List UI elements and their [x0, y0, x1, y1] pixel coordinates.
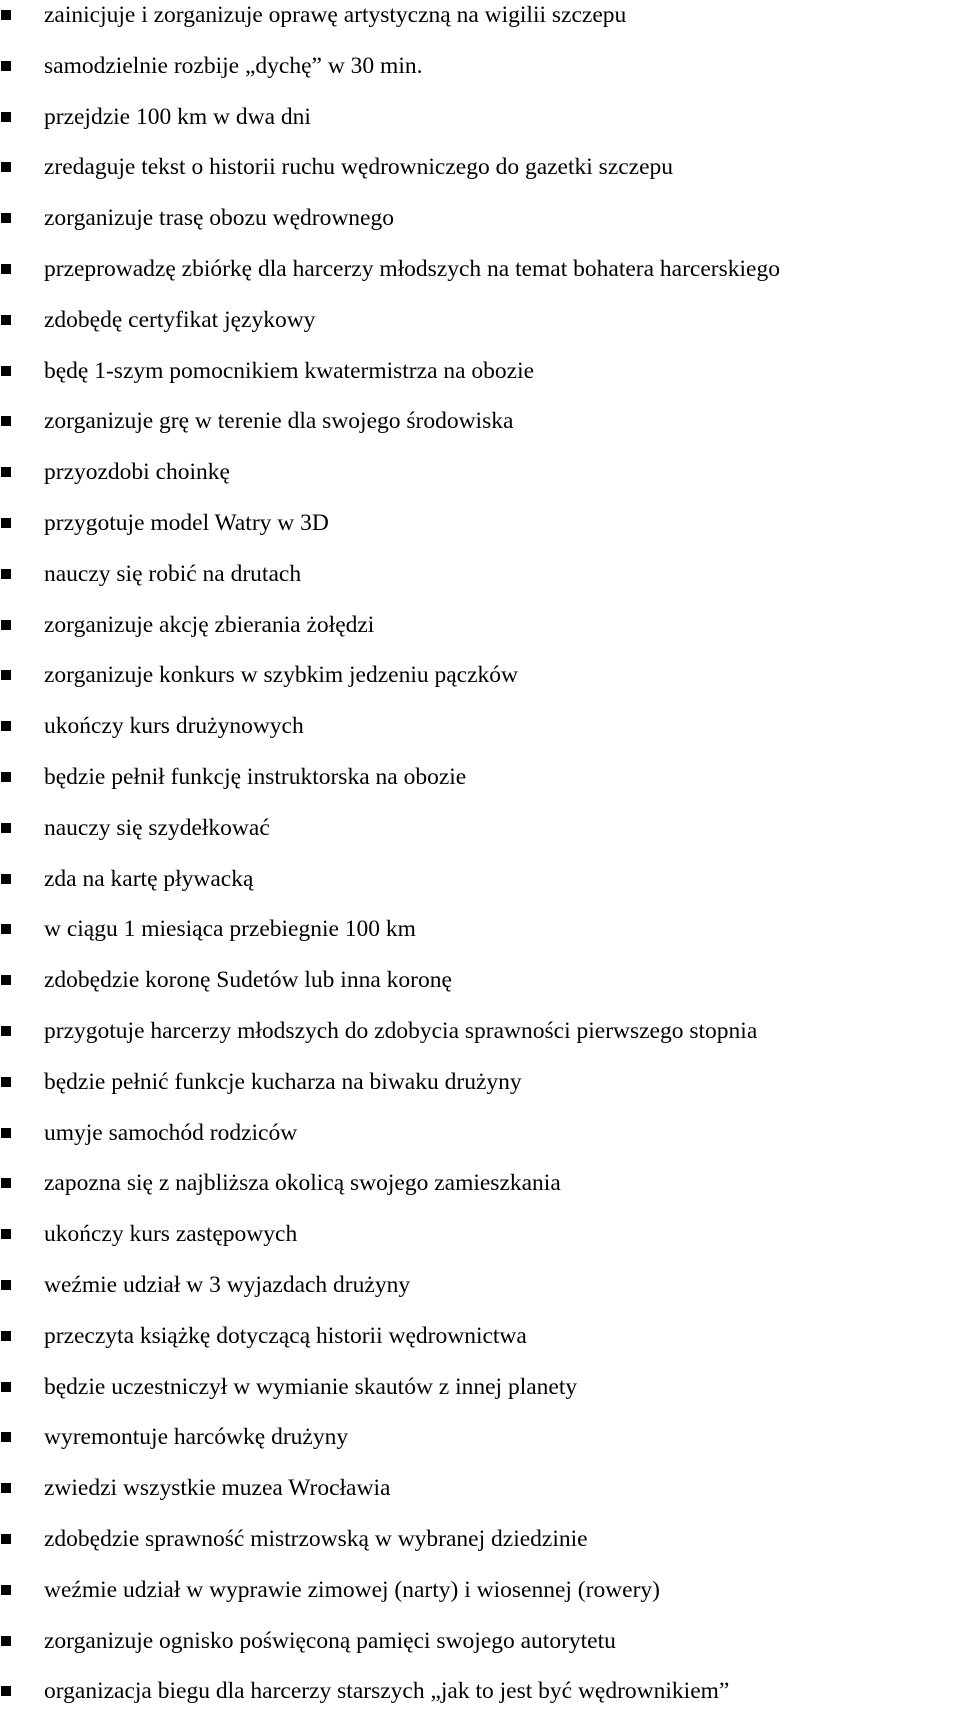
list-item — [0, 244, 960, 295]
list-item-text: zainicjuje i zorganizuje oprawę artystyczną na wigilii szczepu — [44, 2, 627, 28]
list-item-text: zorganizuje konkurs w szybkim jedzeniu pączków — [44, 662, 518, 689]
list-item — [0, 1616, 960, 1667]
list-item-text: zapozna się z najbliższa okolicą swojego zamieszkania — [44, 1170, 561, 1197]
list-item-text: zorganizuje grę w terenie dla swojego środowiska — [44, 408, 514, 435]
list-item-text: zorganizuje trasę obozu wędrownego — [44, 205, 394, 232]
square-bullet-icon — [1, 10, 11, 20]
list-item — [0, 1463, 960, 1514]
list-item — [0, 0, 960, 41]
list-item — [0, 854, 960, 905]
list-item-text: zorganizuje akcję zbierania żołędzi — [44, 611, 375, 638]
list-item — [0, 904, 960, 955]
list-item-text: wyremontuje harcówkę drużyny — [44, 1424, 349, 1451]
square-bullet-icon — [1, 1178, 11, 1188]
list-item — [0, 92, 960, 143]
list-item — [0, 803, 960, 854]
list-item-text: przygotuje harcerzy młodszych do zdobycia sprawności pierwszego stopnia — [44, 1017, 758, 1044]
square-bullet-icon — [1, 1585, 11, 1595]
list-item-text: organizacja biegu dla harcerzy starszych „jak to jest być wędrownikiem” — [44, 1678, 730, 1705]
list-item — [0, 1057, 960, 1108]
list-item — [0, 142, 960, 193]
square-bullet-icon — [1, 823, 11, 833]
list-item-text: przyozdobi choinkę — [44, 459, 230, 486]
square-bullet-icon — [1, 1483, 11, 1493]
list-item — [0, 701, 960, 752]
list-item — [0, 650, 960, 701]
square-bullet-icon — [1, 975, 11, 985]
list-item — [0, 1666, 960, 1717]
list-item-text: będzie pełnił funkcję instruktorska na obozie — [44, 763, 467, 790]
square-bullet-icon — [1, 213, 11, 223]
list-item — [0, 1006, 960, 1057]
list-item-text: nauczy się robić na drutach — [44, 560, 302, 587]
list-item — [0, 1565, 960, 1616]
square-bullet-icon — [1, 569, 11, 579]
square-bullet-icon — [1, 416, 11, 426]
list-item-text: zwiedzi wszystkie muzea Wrocławia — [44, 1475, 391, 1502]
list-item-text: zda na kartę pływacką — [44, 865, 254, 892]
square-bullet-icon — [1, 1026, 11, 1036]
list-item — [0, 447, 960, 498]
list-item — [0, 346, 960, 397]
list-item — [0, 396, 960, 447]
list-item-text: przeprowadzę zbiórkę dla harcerzy młodszych na temat bohatera harcerskiego — [44, 255, 780, 282]
square-bullet-icon — [1, 772, 11, 782]
list-item — [0, 955, 960, 1006]
list-item — [0, 295, 960, 346]
square-bullet-icon — [1, 467, 11, 477]
square-bullet-icon — [1, 61, 11, 71]
list-item — [0, 752, 960, 803]
list-item — [0, 600, 960, 651]
square-bullet-icon — [1, 264, 11, 274]
list-item-text: przygotuje model Watry w 3D — [44, 509, 329, 536]
list-item-text: umyje samochód rodziców — [44, 1119, 298, 1146]
list-item — [0, 41, 960, 92]
square-bullet-icon — [1, 1432, 11, 1442]
square-bullet-icon — [1, 1382, 11, 1392]
list-item-text: zdobędzie koronę Sudetów lub inna koronę — [44, 967, 452, 994]
list-item-text: zorganizuje ognisko poświęconą pamięci swojego autorytetu — [44, 1627, 616, 1654]
list-item-text: zredaguje tekst o historii ruchu wędrowniczego do gazetki szczepu — [44, 154, 674, 181]
list-item-text: będzie pełnić funkcje kucharza na biwaku drużyny — [44, 1068, 522, 1095]
list-item — [0, 1412, 960, 1463]
square-bullet-icon — [1, 924, 11, 934]
list-item — [0, 549, 960, 600]
square-bullet-icon — [1, 162, 11, 172]
square-bullet-icon — [1, 1280, 11, 1290]
list-item — [0, 498, 960, 549]
list-item-text: przeczyta książkę dotyczącą historii wędrownictwa — [44, 1322, 527, 1349]
square-bullet-icon — [1, 1636, 11, 1646]
list-item-text: weźmie udział w 3 wyjazdach drużyny — [44, 1271, 411, 1298]
list-item-text: ukończy kurs zastępowych — [44, 1221, 298, 1248]
list-item — [0, 193, 960, 244]
square-bullet-icon — [1, 670, 11, 680]
list-item-text: samodzielnie rozbije „dychę” w 30 min. — [44, 52, 423, 79]
list-item-text: będzie uczestniczył w wymianie skautów z innej planety — [44, 1373, 578, 1400]
square-bullet-icon — [1, 366, 11, 376]
square-bullet-icon — [1, 1128, 11, 1138]
square-bullet-icon — [1, 620, 11, 630]
square-bullet-icon — [1, 112, 11, 122]
list-item-text: w ciągu 1 miesiąca przebiegnie 100 km — [44, 916, 416, 943]
list-item — [0, 1260, 960, 1311]
square-bullet-icon — [1, 518, 11, 528]
list-item — [0, 1209, 960, 1260]
list-item-text: będę 1-szym pomocnikiem kwatermistrza na obozie — [44, 357, 535, 384]
list-item — [0, 1514, 960, 1565]
list-item — [0, 1158, 960, 1209]
list-item-text: ukończy kurs drużynowych — [44, 713, 304, 740]
list-item — [0, 1362, 960, 1413]
square-bullet-icon — [1, 1229, 11, 1239]
square-bullet-icon — [1, 1331, 11, 1341]
square-bullet-icon — [1, 315, 11, 325]
square-bullet-icon — [1, 874, 11, 884]
square-bullet-icon — [1, 1077, 11, 1087]
list-item-text: przejdzie 100 km w dwa dni — [44, 103, 311, 130]
list-item — [0, 1108, 960, 1159]
list-item-text: weźmie udział w wyprawie zimowej (narty) i wiosennej (rowery) — [44, 1576, 660, 1603]
square-bullet-icon — [1, 721, 11, 731]
list-item-text: zdobędzie sprawność mistrzowską w wybranej dziedzinie — [44, 1525, 588, 1552]
list-item-text: zdobędę certyfikat językowy — [44, 306, 316, 333]
list-item-text: nauczy się szydełkować — [44, 814, 270, 841]
list-item — [0, 1311, 960, 1362]
square-bullet-icon — [1, 1534, 11, 1544]
